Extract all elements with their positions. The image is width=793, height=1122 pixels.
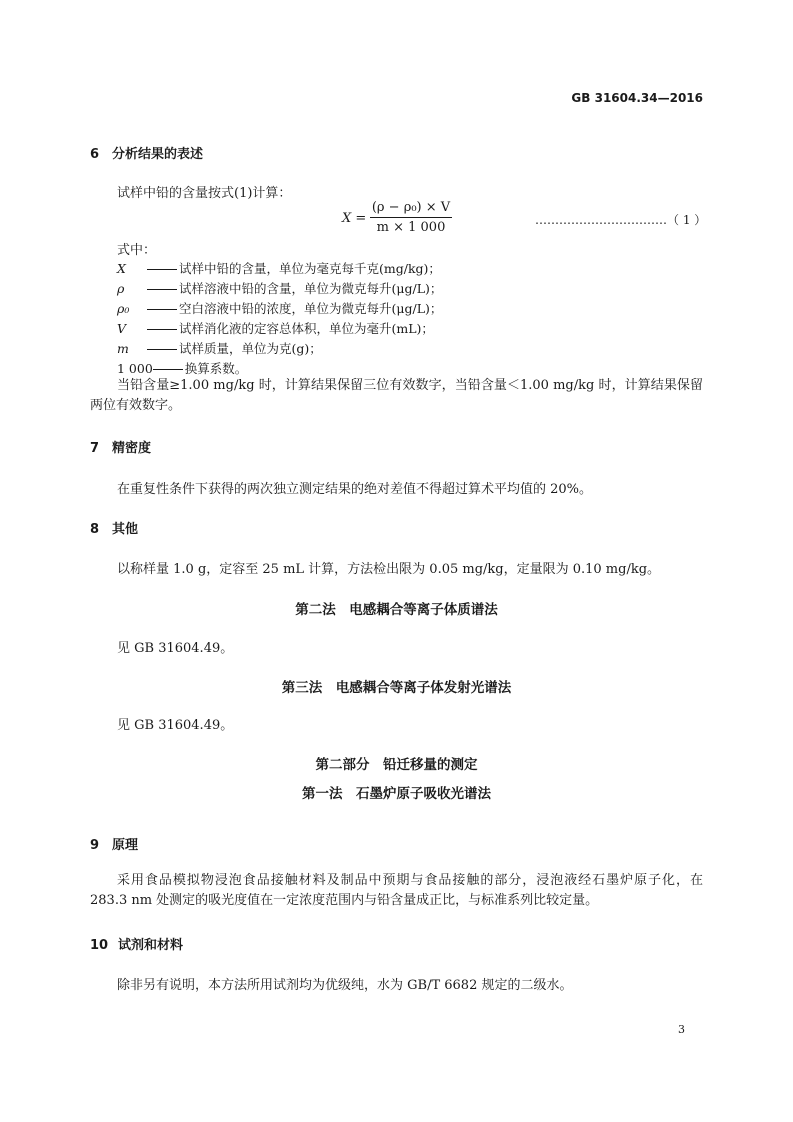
variable-row xyxy=(117,259,441,277)
part-2-method-1-title: 第一法 石墨炉原子吸收光谱法 xyxy=(302,786,491,802)
section-number: 8 xyxy=(90,522,100,537)
dash xyxy=(147,289,177,290)
equation-number: ……………………………（ 1 ） xyxy=(535,213,707,227)
variable-row xyxy=(117,359,247,377)
variable-row xyxy=(117,339,322,357)
principle-text: 采用食品模拟物浸泡食品接触材料及制品中预期与食品接触的部分，浸泡液经石墨炉原子化，在 283.3 nm 处测定的吸光度值在一定浓度范围内与铅含量成正比，与标准系列比较定量。 xyxy=(90,873,703,908)
rounding-note: 当铅含量≥1.00 mg/kg 时，计算结果保留三位有效数字，当铅含量＜1.00 mg/kg 时，计算结果保留两位有效数字。 xyxy=(90,378,703,413)
formula-fraction xyxy=(370,200,452,235)
section-number: 7 xyxy=(90,441,100,456)
variable-symbol: X xyxy=(117,261,126,276)
variable-symbol: 1 000 xyxy=(117,361,153,376)
where-label: 式中： xyxy=(117,243,157,258)
variable-symbol: ρ₀ xyxy=(117,301,130,316)
variable-row xyxy=(117,279,442,297)
page-number: 3 xyxy=(678,1023,685,1036)
method-2-reference: 见 GB 31604.49。 xyxy=(117,641,234,656)
other-text: 以称样量 1.0 g，定容至 25 mL 计算，方法检出限为 0.05 mg/kg，定量限为 0.10 mg/kg。 xyxy=(117,562,661,577)
variable-row xyxy=(117,319,434,337)
section-6-heading xyxy=(90,143,203,162)
section-title: 分析结果的表述 xyxy=(112,147,204,162)
dash xyxy=(147,349,177,350)
variable-desc: 试样质量，单位为克(g)； xyxy=(179,341,322,356)
section-8-heading xyxy=(90,518,138,537)
section-title: 精密度 xyxy=(112,441,152,456)
section-7-heading xyxy=(90,437,151,456)
variable-desc: 空白溶液中铅的浓度，单位为微克每升(μg/L)； xyxy=(179,301,443,316)
formula-intro: 试样中铅的含量按式(1)计算： xyxy=(117,186,292,201)
part-2-title: 第二部分 铅迁移量的测定 xyxy=(315,757,478,773)
variable-symbol: ρ xyxy=(117,281,125,296)
method-3-reference: 见 GB 31604.49。 xyxy=(117,718,234,733)
section-title: 其他 xyxy=(112,522,139,537)
variable-desc: 换算系数。 xyxy=(184,361,248,376)
section-9-heading xyxy=(90,834,138,853)
variable-desc: 试样消化液的定容总体积，单位为毫升(mL)； xyxy=(179,321,434,336)
section-number: 6 xyxy=(90,147,100,162)
section-number: 10 xyxy=(90,938,109,953)
variable-desc: 试样中铅的含量，单位为毫克每千克(mg/kg)； xyxy=(179,261,441,276)
dash xyxy=(147,269,177,270)
precision-text: 在重复性条件下获得的两次独立测定结果的绝对差值不得超过算术平均值的 20%。 xyxy=(117,482,593,497)
reagents-text: 除非另有说明，本方法所用试剂均为优级纯，水为 GB/T 6682 规定的二级水。 xyxy=(117,978,573,993)
section-title: 原理 xyxy=(112,838,139,853)
method-3-title: 第三法 电感耦合等离子体发射光谱法 xyxy=(281,680,512,696)
dash xyxy=(153,369,183,370)
variable-row xyxy=(117,299,442,317)
variable-symbol: V xyxy=(117,321,127,336)
formula-denominator: m × 1 000 xyxy=(376,220,446,235)
section-10-heading xyxy=(90,934,183,953)
formula-numerator: (ρ − ρ₀) × V xyxy=(370,200,452,218)
formula-lhs: X = xyxy=(342,211,367,226)
section-number: 9 xyxy=(90,838,100,853)
dash xyxy=(147,309,177,310)
method-2-title: 第二法 电感耦合等离子体质谱法 xyxy=(295,602,498,618)
standard-number: GB 31604.34—2016 xyxy=(571,91,703,105)
variable-desc: 试样溶液中铅的含量，单位为微克每升(μg/L)； xyxy=(179,281,443,296)
dash xyxy=(147,329,177,330)
variable-symbol: m xyxy=(117,341,129,356)
section-title: 试剂和材料 xyxy=(118,938,184,953)
